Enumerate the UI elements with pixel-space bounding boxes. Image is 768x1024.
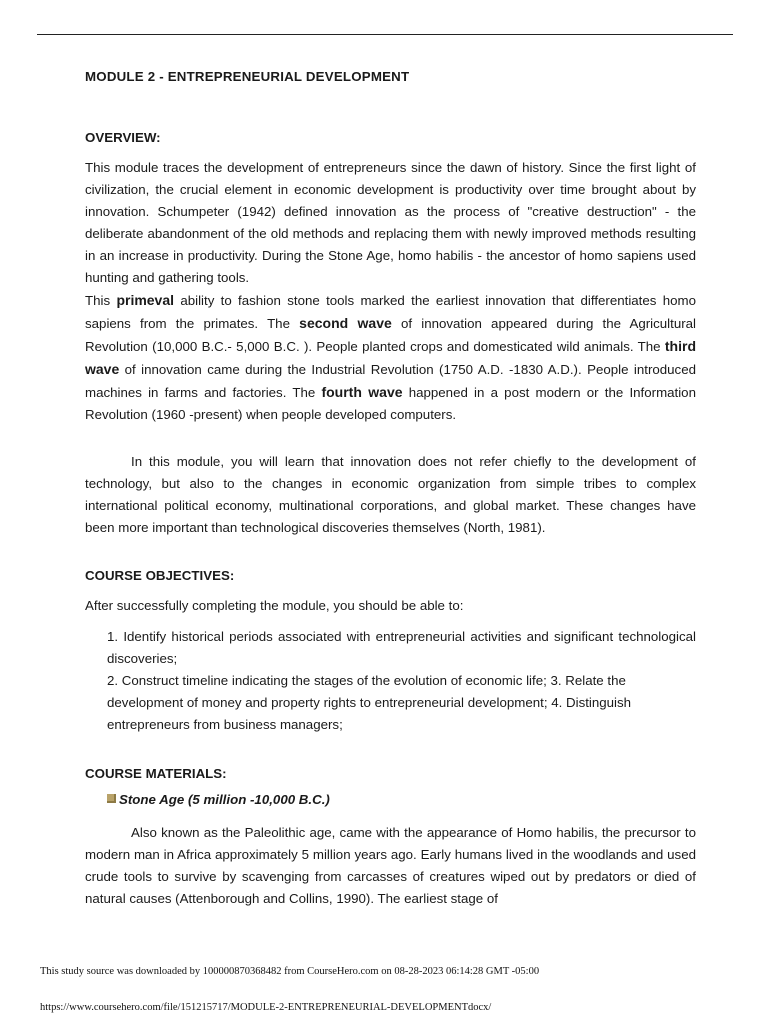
stone-age-heading (85, 789, 696, 811)
stone-age-paragraph: Also known as the Paleolithic age, came with the appearance of Homo habilis, the precursor to modern man in Africa approximately 5 million years ago. Early humans lived in the woodlands and used crude tools to survive by scavenging from carcasses of creatures wiped out by predators or died of natural causes (Attenborough and Collins, 1990). The earliest stage of (85, 825, 696, 906)
bullet-icon (107, 794, 116, 803)
objectives-intro: After successfully completing the module, you should be able to: (85, 598, 464, 613)
stone-age-heading-text: Stone Age (5 million -10,000 B.C.) (119, 792, 330, 807)
text-run: of innovation appeared during the Agricultural Revolution (10,000 B.C.- 5,000 B.C. ). People planted crops and domesticated wild animals. The (85, 316, 696, 354)
objective-item-1 (85, 626, 696, 670)
objective-1-text: 1. Identify historical periods associated with entrepreneurial activities and significant technological discoveries; (107, 629, 696, 666)
document-body (85, 66, 696, 910)
objective-item-2: 2. Construct timeline indicating the stages of the evolution of economic life; 3. Relate the development of money and property rights to entrepreneurial development; 4. Distinguish entrepreneurs from business managers; (107, 673, 632, 732)
overview-heading: OVERVIEW: (85, 130, 161, 145)
download-note: This study source was downloaded by 100000870368482 from CourseHero.com on 08-28-2023 06:14:28 GMT -05:00 (40, 966, 540, 977)
overview-paragraph-2 (85, 289, 696, 426)
overview-paragraph-3: In this module, you will learn that innovation does not refer chiefly to the development of technology, but also to the changes in economic organization from simple tribes to complex international political economy, multinational corporations, and global market. These changes have been more important than technological discoveries themselves (North, 1981). (85, 454, 696, 535)
source-url[interactable]: https://www.coursehero.com/file/151215717/MODULE-2-ENTREPRENEURIAL-DEVELOPMENTdocx/ (40, 1002, 492, 1013)
bold-term-third-wave: third wave (85, 338, 696, 377)
bold-term-primeval: primeval (116, 292, 175, 308)
bold-term-second-wave: second wave (299, 315, 392, 331)
bold-term-fourth-wave: fourth wave (321, 384, 403, 400)
objectives-heading: COURSE OBJECTIVES: (85, 568, 235, 583)
text-run: of innovation came during the Industrial Revolution (1750 A.D. -1830 A.D.). People introduced machines in farms and factories. The (85, 362, 696, 400)
overview-paragraph-1: This module traces the development of entrepreneurs since the dawn of history. Since the first light of civilization, the crucial element in economic development is productivity over time brought about by innovation. Schumpeter (1942) defined innovation as the process of "creative destruction" - the deliberate abandonment of the old methods and replacing them with newly improved methods resulting in an increase in productivity. During the Stone Age, homo habilis - the ancestor of homo sapiens used hunting and gathering tools. (85, 160, 696, 285)
text-run: This (85, 293, 117, 308)
materials-heading: COURSE MATERIALS: (85, 766, 227, 781)
module-title: MODULE 2 - ENTREPRENEURIAL DEVELOPMENT (85, 69, 410, 84)
top-rule (37, 34, 733, 35)
text-run: happened in a post modern or the Information Revolution (1960 -present) when people developed computers. (85, 385, 696, 422)
text-run: ability to fashion stone tools marked the earliest innovation that differentiates homo sapiens from the primates. The (85, 293, 696, 331)
